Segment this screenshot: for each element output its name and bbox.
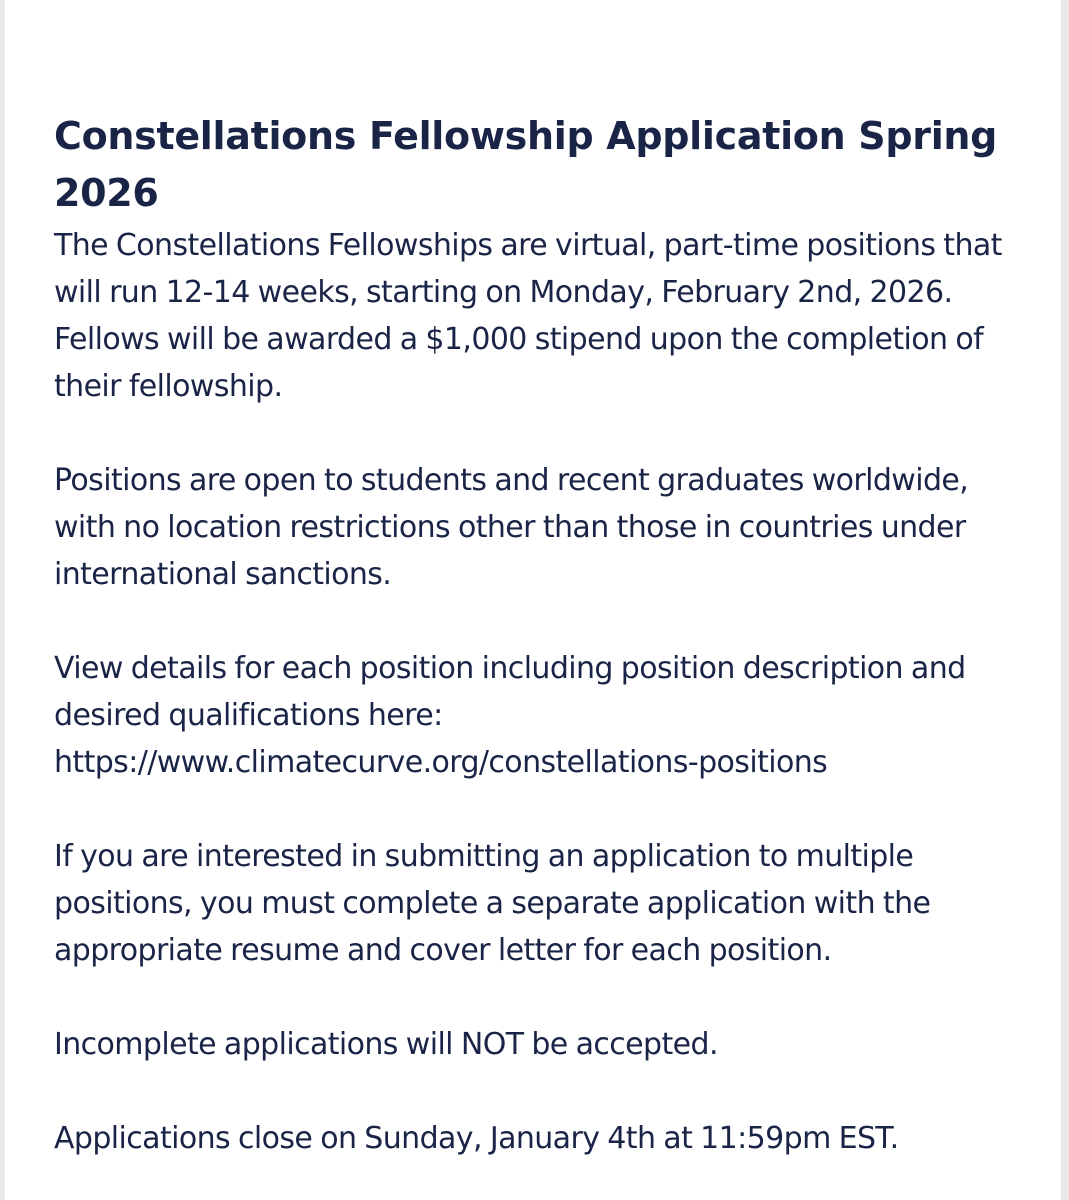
form-header-card: [5, 0, 1061, 1200]
multiple-applications-text: If you are interested in submitting an application to multiple positions, you must complete a separate application with the appropriate resume and cover letter for each position.: [54, 839, 931, 968]
form-title: Constellations Fellowship Application Spring 2026: [54, 114, 998, 215]
position-details-text: View details for each position including position description and desired qualifications here: https://www.climatecurve.org/constellations-positions: [54, 651, 966, 780]
eligibility-text: Positions are open to students and recent graduates worldwide, with no location restrictions other than those in countries under international sanctions.: [54, 463, 969, 592]
incomplete-warning-text: Incomplete applications will NOT be accepted.: [54, 1027, 718, 1062]
deadline-text: Applications close on Sunday, January 4th at 11:59pm EST.: [54, 1121, 899, 1156]
fellowship-overview-text: The Constellations Fellowships are virtual, part-time positions that will run 12-14 weeks, starting on Monday, February 2nd, 2026. Fellows will be awarded a $1,000 stipend upon the completion of their fellowship.: [54, 228, 1002, 404]
